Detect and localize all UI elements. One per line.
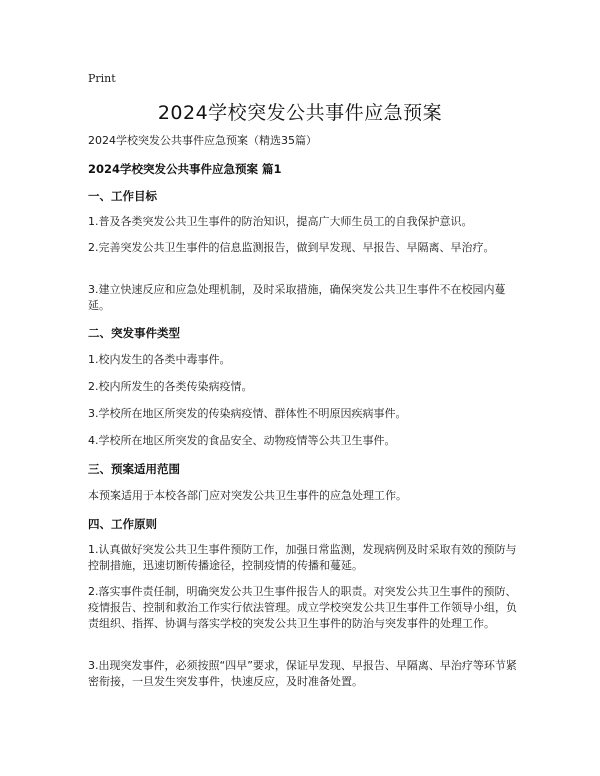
- paragraph: 2.完善突发公共卫生事件的信息监测报告，做到早发现、早报告、早隔离、早治疗。: [88, 241, 495, 254]
- document-title: 2024学校突发公共事件应急预案: [157, 102, 443, 124]
- chapter-title: 2024学校突发公共事件应急预案 篇1: [88, 162, 282, 176]
- paragraph: 1.认真做好突发公共卫生事件预防工作，加强日常监测，发现病例及时采取有效的预防与控制措施，迅速切断传播途径，控制疫情的传播和蔓延。: [88, 543, 517, 572]
- paragraph: 3.学校所在地区所突发的传染病疫情、群体性不明原因疾病事件。: [88, 407, 407, 420]
- section-heading: 一、工作目标: [88, 189, 157, 203]
- paragraph: 1.校内发生的各类中毒事件。: [88, 353, 231, 366]
- paragraph: 2.落实事件责任制，明确突发公共卫生事件报告人的职责。对突发公共卫生事件的预防、疫情报告、控制和救治工作实行依法管理。成立学校突发公共卫生事件工作领导小组，负责组织、指挥、协调与落实学校的突发公共卫生事件的防治与突发事件的处理工作。: [88, 585, 517, 630]
- paragraph: 4.学校所在地区所突发的食品安全、动物疫情等公共卫生事件。: [88, 434, 396, 447]
- paragraph: 3.建立快速反应和应急处理机制，及时采取措施，确保突发公共卫生事件不在校园内蔓延。: [88, 283, 506, 312]
- document-subtitle: 2024学校突发公共事件应急预案（精选35篇）: [88, 134, 317, 147]
- paragraph: 2.校内所发生的各类传染病疫情。: [88, 380, 253, 393]
- section-heading: 四、工作原则: [88, 517, 157, 531]
- section-heading: 二、突发事件类型: [88, 326, 180, 340]
- paragraph: 本预案适用于本校各部门应对突发公共卫生事件的应急处理工作。: [88, 489, 407, 502]
- paragraph: 3.出现突发事件，必须按照“四早”要求，保证早发现、早报告、早隔离、早治疗等环节紧密衔接，一旦发生突发事件，快速反应，及时准备处置。: [88, 659, 517, 688]
- print-link[interactable]: Print: [88, 72, 116, 85]
- section-heading: 三、预案适用范围: [88, 462, 180, 476]
- paragraph: 1.普及各类突发公共卫生事件的防治知识，提高广大师生员工的自我保护意识。: [88, 215, 473, 228]
